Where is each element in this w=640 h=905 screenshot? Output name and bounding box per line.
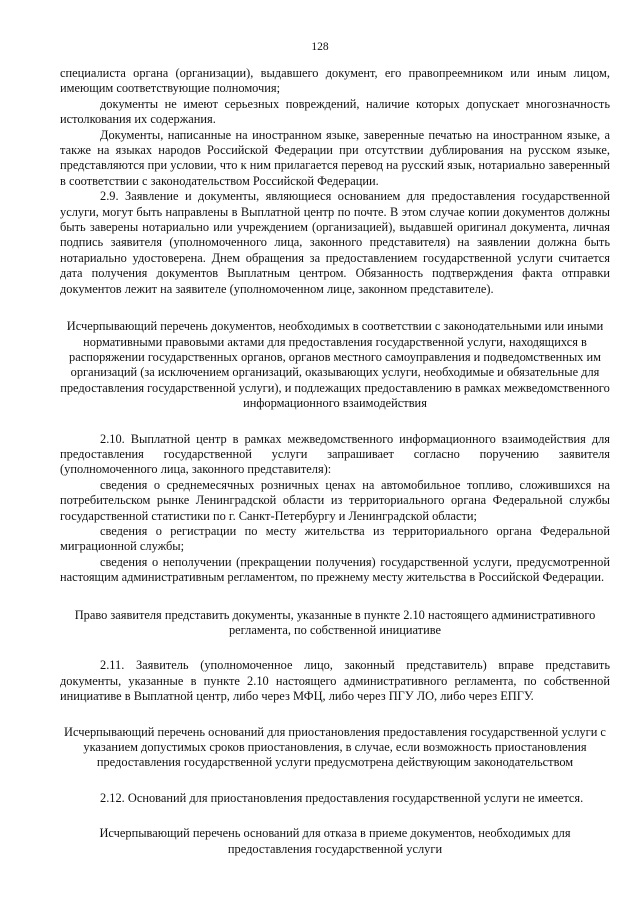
paragraph: 2.9. Заявление и документы, являющиеся основанием для предоставления государственной услуги, могут быть направлены в Выплатной центр по почте. В этом случае копии документов должны быть заверены нотариально или учреждением (организацией), выдавшей оригинал документа, личная подпись заявителя (уполномоченного лица, законного представителя) на заявлении должна быть нотариально удостоверена. Днем обращения за предоставлением государственной услуги считается дата получения документов Выплатным центром. Обязанность подтверждения факта отправки документов лежит на заявителе (уполномоченном лице, законном представителе).	[60, 189, 610, 296]
paragraph: сведения о неполучении (прекращении получения) государственной услуги, предусмотренной настоящим административным регламентом, по прежнему месту жительства в Российской Федерации.	[60, 554, 610, 585]
paragraph: Документы, написанные на иностранном языке, заверенные печатью на иностранном языке, а также на языках народов Российской Федерации при отсутствии дублирования на русском языке, представляются при условии, что к ним прилагается перевод на русский язык, нотариально заверенный в соответствии с законодательством Российской Федерации.	[60, 127, 610, 188]
paragraph: сведения о среднемесячных розничных ценах на автомобильное топливо, сложившихся на потребительском рынке Ленинградской области из территориального органа Федеральной службы государственной статистики по г. Санкт-Петербургу и Ленинградской области;	[60, 477, 610, 523]
paragraph: 2.12. Оснований для приостановления предоставления государственной услуги не имеется.	[100, 790, 584, 805]
section-heading: Право заявителя представить документы, указанные в пункте 2.10 настоящего административного регламента, по собственной инициативе	[74, 607, 596, 637]
paragraph: документы не имеют серьезных повреждений, наличие которых допускает многозначность истолкования их содержания.	[60, 96, 610, 127]
paragraph: 2.11. Заявитель (уполномоченное лицо, законный представитель) вправе представить документы, указанные в пункте 2.10 настоящего административного регламента, по собственной инициативе в Выплатной центр, либо через МФЦ, либо через ПГУ ЛО, либо через ЕПГУ.	[60, 658, 610, 704]
paragraph: 2.10. Выплатной центр в рамках межведомственного информационного взаимодействия для предоставления государственной услуги запрашивает согласно поручению заявителя (уполномоченного лица, законного представителя):	[60, 431, 610, 477]
paragraph: сведения о регистрации по месту жительства из территориального органа Федеральной миграционной службы;	[60, 523, 610, 554]
section-heading: Исчерпывающий перечень оснований для приостановления предоставления государственной услуги с указанием допустимых сроков приостановления, в случае, если возможность приостановления предоставления государственной услуги предусмотрена действующим законодательством	[64, 724, 606, 770]
section-heading: Исчерпывающий перечень оснований для отказа в приеме документов, необходимых для предоставления государственной услуги	[99, 826, 571, 856]
section-heading: Исчерпывающий перечень документов, необходимых в соответствии с законодательными или иными нормативными правовыми актами для предоставления государственной услуги, находящихся в распоряжении государственных органов, органов местного самоуправления и подведомственных им организаций (за исключением организаций, оказывающих услуги, необходимые и обязательные для предоставления государственной услуги), и подлежащих предоставлению в рамках межведомственного информационного взаимодействия	[60, 319, 610, 411]
page-number: 128	[311, 41, 329, 53]
paragraph: специалиста органа (организации), выдавшего документ, его правопреемником или иным лицом, имеющим соответствующие полномочия;	[60, 66, 610, 96]
document-body	[60, 66, 610, 857]
